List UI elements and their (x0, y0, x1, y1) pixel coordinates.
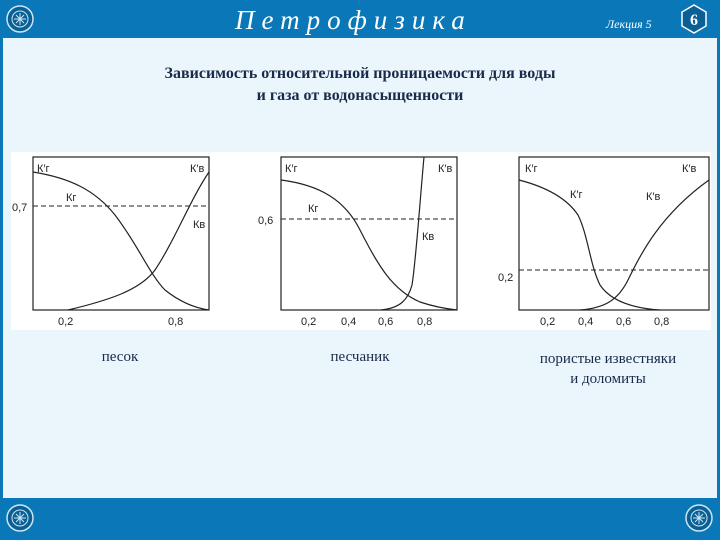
caption-sandstone: песчаник (330, 349, 390, 365)
caption-limestone (508, 349, 708, 389)
diagram-sand (12, 157, 209, 328)
caption-limestone-line-2: и доломиты (570, 371, 646, 387)
threshold-label: 0,7 (12, 202, 28, 214)
diagram-frame (33, 157, 209, 310)
kg-top-label: К′г (37, 163, 50, 175)
kg-curve (33, 172, 209, 310)
slide-number: 6 (690, 12, 698, 29)
kg-curve-label: Кг (66, 192, 77, 204)
kg-top-label: К′г (525, 163, 538, 175)
tick-label: 0,8 (168, 316, 184, 328)
threshold-label: 0,2 (498, 272, 514, 284)
caption-sand: песок (101, 349, 139, 365)
tick-label: 0,4 (341, 316, 357, 328)
header-title: Петрофизика (235, 5, 472, 35)
slide-title-line-1: Зависимость относительной проницаемости для воды (164, 65, 556, 82)
diagram-frame (519, 157, 709, 310)
kg-curve (519, 180, 660, 310)
tick-label: 0,8 (417, 316, 433, 328)
kv-curve (381, 157, 424, 310)
tick-label: 0,6 (378, 316, 394, 328)
kg-top-label: К′г (285, 163, 298, 175)
tick-label: 0,6 (616, 316, 632, 328)
kv-top-label: К′в (190, 163, 205, 175)
kv-curve-label: Кв (422, 231, 435, 243)
kv-curve-label: К′в (646, 191, 661, 203)
tick-label: 0,4 (578, 316, 594, 328)
kv-curve (580, 180, 709, 310)
slide-title-line-2: и газа от водонасыщенности (256, 87, 464, 104)
kv-top-label: К′в (682, 163, 697, 175)
kv-top-label: К′в (438, 163, 453, 175)
tick-label: 0,2 (301, 316, 317, 328)
lecture-label: Лекция 5 (606, 17, 652, 31)
kg-curve-label: К′г (570, 189, 583, 201)
caption-limestone-line-1: пористые известняки (539, 351, 677, 367)
tick-label: 0,2 (540, 316, 556, 328)
diagram-limestone (498, 157, 709, 328)
kg-curve-label: Кг (308, 203, 319, 215)
threshold-label: 0,6 (258, 215, 274, 227)
tick-label: 0,8 (654, 316, 670, 328)
diagram-sandstone (258, 157, 457, 328)
kv-curve (68, 172, 209, 310)
kg-curve (281, 180, 457, 310)
tick-label: 0,2 (58, 316, 74, 328)
kv-curve-label: Кв (193, 219, 206, 231)
